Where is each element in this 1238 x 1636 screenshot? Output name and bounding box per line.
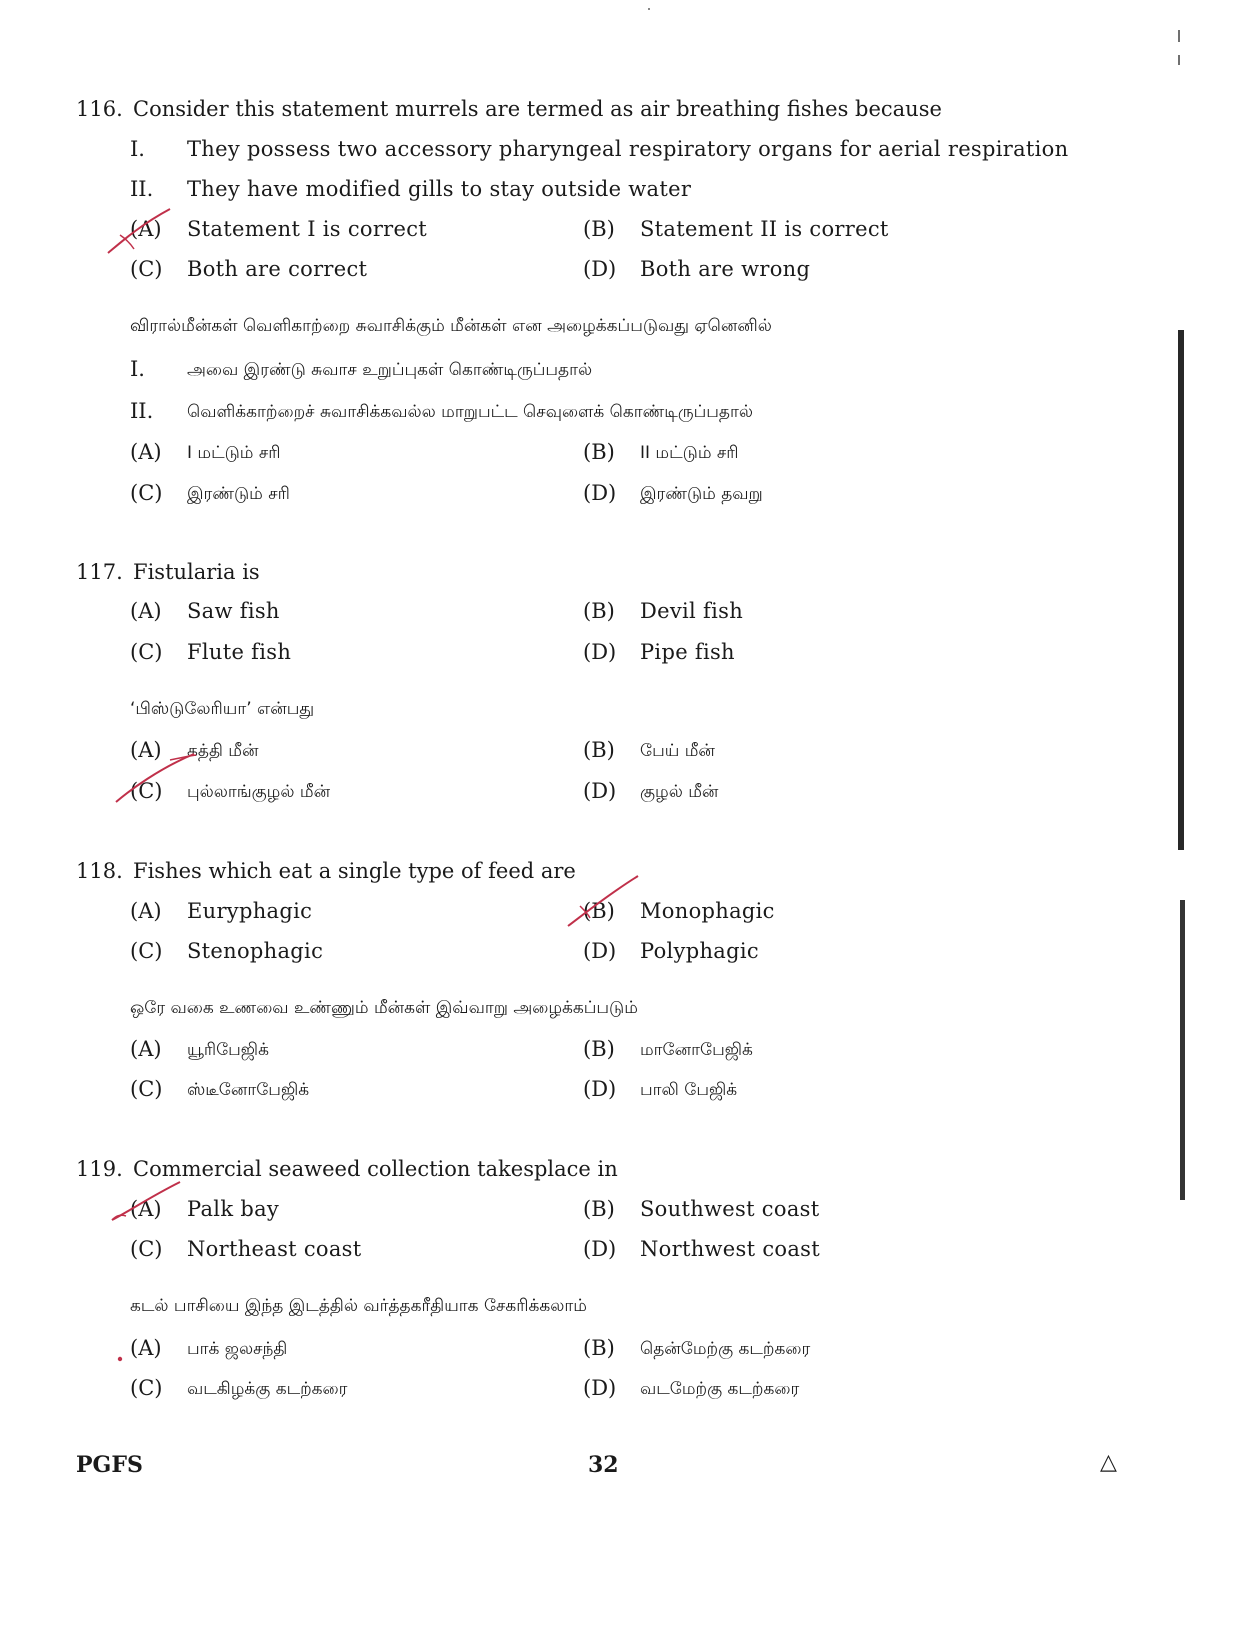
option-text[interactable]: Northeast coast [187, 1237, 362, 1261]
option-label[interactable]: (C) [130, 1376, 163, 1400]
page-number: 32 [588, 1452, 619, 1478]
option-text-ta[interactable]: கத்தி மீன் [187, 741, 259, 761]
option-label[interactable]: (B) [583, 899, 615, 923]
option-text-ta[interactable]: தென்மேற்கு கடற்கரை [640, 1339, 811, 1359]
option-text-ta[interactable]: யூரிபேஜிக் [187, 1040, 269, 1060]
option-label[interactable]: (B) [583, 440, 615, 464]
option-text-ta[interactable]: I மட்டும் சரி [187, 443, 281, 463]
option-label[interactable]: (A) [130, 440, 162, 464]
option-text[interactable]: Flute fish [187, 640, 292, 664]
option-label[interactable]: (A) [130, 1037, 162, 1061]
question-stem-ta: ‘பிஸ்டுலேரியா’ என்பது [130, 699, 315, 719]
option-text-ta[interactable]: இரண்டும் சரி [187, 484, 290, 504]
option-text[interactable]: Statement I is correct [187, 217, 428, 241]
question-stem-ta: விரால்மீன்கள் வெளிகாற்றை சுவாசிக்கும் மீன்கள் என அழைக்கப்படுவது ஏனெனில் [130, 316, 772, 336]
option-label[interactable]: (A) [130, 899, 162, 923]
option-label[interactable]: (D) [583, 481, 617, 505]
question-stem-en: Commercial seaweed collection takesplace in [133, 1157, 618, 1181]
question-number: 116. [76, 97, 123, 121]
option-text-ta[interactable]: வடமேற்கு கடற்கரை [640, 1379, 800, 1399]
option-label[interactable]: (D) [583, 257, 617, 281]
option-text-ta[interactable]: வடகிழக்கு கடற்கரை [187, 1379, 348, 1399]
option-text-ta[interactable]: இரண்டும் தவறு [640, 484, 763, 504]
statement-roman: II. [130, 177, 154, 201]
option-text-ta[interactable]: மானோபேஜிக் [640, 1040, 753, 1060]
question-number: 117. [76, 560, 123, 584]
statement-roman: II. [130, 399, 154, 423]
option-text-ta[interactable]: புல்லாங்குழல் மீன் [187, 782, 331, 802]
option-label[interactable]: (C) [130, 779, 163, 803]
question-stem-en: Consider this statement murrels are termed as air breathing fishes because [133, 97, 942, 121]
option-text[interactable]: Statement II is correct [640, 217, 889, 241]
option-label[interactable]: (B) [583, 599, 615, 623]
statement-text-ta: அவை இரண்டு சுவாச உறுப்புகள் கொண்டிருப்பதால் [187, 360, 593, 380]
statement-text: They have modified gills to stay outside water [187, 177, 692, 201]
option-text-ta[interactable]: ஸ்டீனோபேஜிக் [187, 1080, 310, 1100]
option-label[interactable]: (D) [583, 1237, 617, 1261]
option-label[interactable]: (A) [130, 599, 162, 623]
question-number: 118. [76, 859, 123, 883]
paper-code: PGFS [76, 1452, 143, 1478]
option-label[interactable]: (A) [130, 738, 162, 762]
option-text-ta[interactable]: குழல் மீன் [640, 782, 719, 802]
option-label[interactable]: (B) [583, 217, 615, 241]
option-label[interactable]: (C) [130, 1077, 163, 1101]
option-label[interactable]: (D) [583, 640, 617, 664]
option-text-ta[interactable]: II மட்டும் சரி [640, 443, 739, 463]
option-label[interactable]: (C) [130, 640, 163, 664]
option-text[interactable]: Both are wrong [640, 257, 811, 281]
option-text[interactable]: Polyphagic [640, 939, 759, 963]
question-stem-ta: கடல் பாசியை இந்த இடத்தில் வர்த்தகரீதியாக சேகரிக்கலாம் [130, 1296, 587, 1316]
option-text[interactable]: Southwest coast [640, 1197, 820, 1221]
option-text-ta[interactable]: பாலி பேஜிக் [640, 1080, 738, 1100]
statement-text: They possess two accessory pharyngeal respiratory organs for aerial respiration [187, 137, 1069, 161]
statement-roman: I. [130, 357, 145, 381]
scan-speck [648, 8, 650, 10]
question-stem-ta: ஒரே வகை உணவை உண்ணும் மீன்கள் இவ்வாறு அழைக்கப்படும் [130, 998, 638, 1018]
option-label[interactable]: (C) [130, 481, 163, 505]
pen-dot-mark-icon [114, 1352, 128, 1366]
option-label[interactable]: (D) [583, 939, 617, 963]
option-label[interactable]: (B) [583, 738, 615, 762]
option-text[interactable]: Northwest coast [640, 1237, 820, 1261]
option-label[interactable]: (D) [583, 1077, 617, 1101]
option-label[interactable]: (A) [130, 1197, 162, 1221]
option-label[interactable]: (C) [130, 939, 163, 963]
option-label[interactable]: (A) [130, 1336, 162, 1360]
question-number: 119. [76, 1157, 123, 1181]
option-label[interactable]: (D) [583, 779, 617, 803]
option-label[interactable]: (B) [583, 1336, 615, 1360]
option-label[interactable]: (D) [583, 1376, 617, 1400]
option-text[interactable]: Both are correct [187, 257, 368, 281]
triangle-mark-icon: △ [1100, 1450, 1117, 1475]
statement-text-ta: வெளிக்காற்றைச் சுவாசிக்கவல்ல மாறுபட்ட செவுளைக் கொண்டிருப்பதால் [187, 402, 753, 422]
scan-edge-speck [1178, 55, 1180, 65]
option-label[interactable]: (B) [583, 1037, 615, 1061]
scan-edge-shadow [1178, 330, 1184, 850]
option-text[interactable]: Stenophagic [187, 939, 324, 963]
option-text[interactable]: Palk bay [187, 1197, 280, 1221]
option-text[interactable]: Euryphagic [187, 899, 313, 923]
scan-edge-speck [1178, 30, 1180, 42]
scan-edge-shadow [1180, 900, 1185, 1200]
option-text-ta[interactable]: பேய் மீன் [640, 741, 715, 761]
option-text[interactable]: Monophagic [640, 899, 775, 923]
statement-roman: I. [130, 137, 145, 161]
question-stem-en: Fishes which eat a single type of feed are [133, 859, 576, 883]
option-label[interactable]: (C) [130, 1237, 163, 1261]
question-stem-en: Fistularia is [133, 560, 260, 584]
option-text[interactable]: Devil fish [640, 599, 744, 623]
option-text[interactable]: Pipe fish [640, 640, 735, 664]
option-label[interactable]: (C) [130, 257, 163, 281]
option-text[interactable]: Saw fish [187, 599, 280, 623]
option-text-ta[interactable]: பாக் ஜலசந்தி [187, 1339, 288, 1359]
option-label[interactable]: (A) [130, 217, 162, 241]
option-label[interactable]: (B) [583, 1197, 615, 1221]
